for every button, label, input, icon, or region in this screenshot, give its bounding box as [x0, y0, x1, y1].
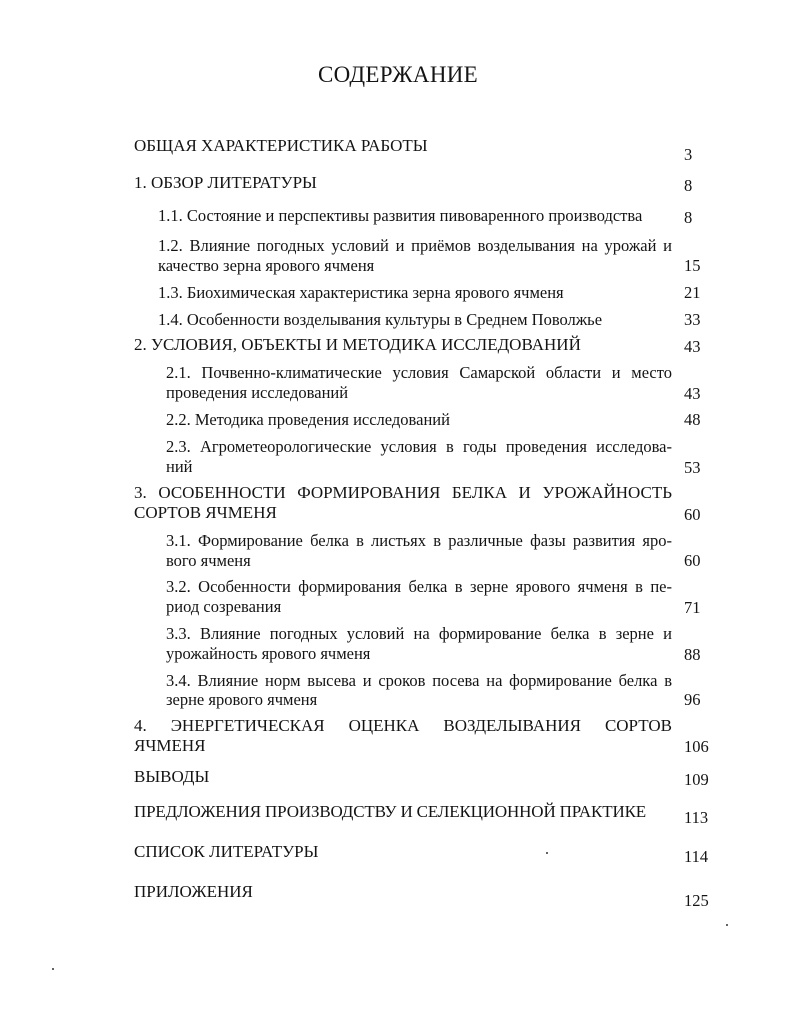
- toc-page-number: 33: [684, 310, 701, 329]
- toc-entry-references: СПИСОК ЛИТЕРАТУРЫ: [134, 842, 319, 861]
- toc-entry-chapter-4-line-1: 4. ЭНЕРГЕТИЧЕСКАЯ ОЦЕНКА ВОЗДЕЛЫВАНИЯ СОРТОВ: [134, 716, 672, 735]
- toc-entry-section-2-1-line-1: 2.1. Почвенно-климатические условия Самарской области и место: [166, 363, 672, 382]
- toc-page-number: 125: [684, 891, 709, 910]
- toc-entry-section-2-3-line-1: 2.3. Агрометеорологические условия в годы проведения исследова-: [166, 437, 672, 456]
- toc-entry-section-3-2-line-1: 3.2. Особенности формирования белка в зерне ярового ячменя в пе-: [166, 577, 672, 596]
- toc-page-number: 8: [684, 208, 693, 227]
- toc-entry-section-3-3-line-1: 3.3. Влияние погодных условий на формирование белка в зерне и: [166, 624, 672, 643]
- toc-page-number: 53: [684, 458, 701, 477]
- toc-entry-section-3-3-line-2: урожайность ярового ячменя: [166, 644, 371, 663]
- toc-page-number: 96: [684, 690, 701, 709]
- toc-entry-section-3-1-line-2: вого ячменя: [166, 551, 251, 570]
- toc-page-number: 114: [684, 847, 709, 866]
- toc-entry-general: ОБЩАЯ ХАРАКТЕРИСТИКА РАБОТЫ: [134, 136, 428, 155]
- toc-page-number: 60: [684, 505, 701, 524]
- toc-page-number: 15: [684, 256, 701, 275]
- toc-entry-section-2-2: 2.2. Методика проведения исследований: [166, 410, 450, 429]
- scan-speck: [52, 968, 54, 970]
- toc-entry-section-1-3: 1.3. Биохимическая характеристика зерна ярового ячменя: [158, 283, 564, 302]
- scan-speck: [546, 852, 548, 854]
- toc-entry-section-3-4-line-2: зерне ярового ячменя: [166, 690, 318, 709]
- toc-entry-appendices: ПРИЛОЖЕНИЯ: [134, 882, 253, 901]
- toc-page-number: 21: [684, 283, 701, 302]
- toc-entry-chapter-3-line-2: СОРТОВ ЯЧМЕНЯ: [134, 503, 277, 522]
- toc-page-number: 60: [684, 551, 701, 570]
- toc-entry-section-1-2-line-2: качество зерна ярового ячменя: [158, 256, 375, 275]
- toc-page-number: 43: [684, 384, 701, 403]
- toc-entry-section-2-1-line-2: проведения исследований: [166, 383, 349, 402]
- toc-entry-section-1-2-line-1: 1.2. Влияние погодных условий и приёмов возделывания на урожай и: [158, 236, 672, 255]
- toc-page-number: 106: [684, 737, 709, 756]
- toc-entry-chapter-2: 2. УСЛОВИЯ, ОБЪЕКТЫ И МЕТОДИКА ИССЛЕДОВАНИЙ: [134, 335, 581, 354]
- toc-entry-section-1-4: 1.4. Особенности возделывания культуры в Среднем Поволжье: [158, 310, 603, 329]
- toc-page-number: 71: [684, 598, 701, 617]
- toc-entry-recommendations: ПРЕДЛОЖЕНИЯ ПРОИЗВОДСТВУ И СЕЛЕКЦИОННОЙ ПРАКТИКЕ: [134, 802, 647, 821]
- toc-page-number: 88: [684, 645, 701, 664]
- toc-entry-chapter-1: 1. ОБЗОР ЛИТЕРАТУРЫ: [134, 173, 317, 192]
- toc-page-number: 48: [684, 410, 701, 429]
- toc-entry-chapter-3-line-1: 3. ОСОБЕННОСТИ ФОРМИРОВАНИЯ БЕЛКА И УРОЖАЙНОСТЬ: [134, 483, 672, 502]
- toc-entry-section-2-3-line-2: ний: [166, 457, 193, 476]
- scan-speck: [726, 924, 728, 926]
- toc-page-number: 3: [684, 145, 693, 164]
- toc-entry-chapter-4-line-2: ЯЧМЕНЯ: [134, 736, 206, 755]
- toc-entry-section-3-1-line-1: 3.1. Формирование белка в листьях в различные фазы развития яро-: [166, 531, 672, 550]
- page-title: СОДЕРЖАНИЕ: [317, 62, 478, 87]
- toc-entry-section-3-4-line-1: 3.4. Влияние норм высева и сроков посева на формирование белка в: [166, 671, 672, 690]
- toc-entry-section-3-2-line-2: риод созревания: [166, 597, 282, 616]
- toc-page-number: 43: [684, 337, 701, 356]
- toc-page-number: 113: [684, 808, 709, 827]
- toc-page-number: 109: [684, 770, 709, 789]
- toc-entry-section-1-1: 1.1. Состояние и перспективы развития пивоваренного производства: [158, 206, 643, 225]
- toc-page-number: 8: [684, 176, 693, 195]
- toc-entry-conclusions: ВЫВОДЫ: [134, 767, 210, 786]
